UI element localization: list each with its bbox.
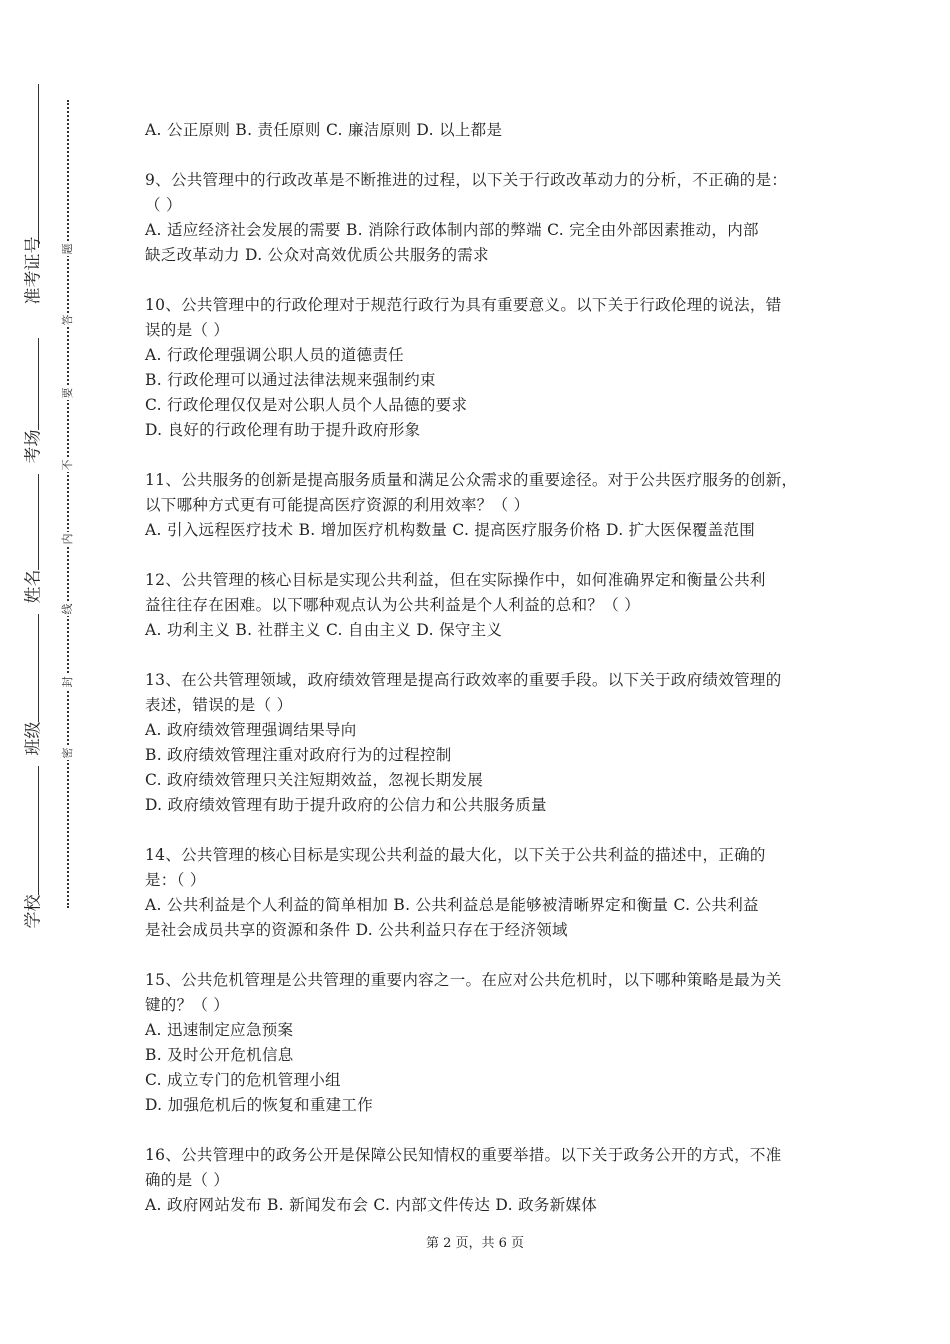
question-stem: 10、公共管理中的行政伦理对于规范行政行为具有重要意义。以下关于行政伦理的说法，错 [145,296,782,314]
question-stem: 确的是（ ） [145,1171,230,1189]
question-14 [145,843,813,943]
seal-char: 密 [61,747,74,759]
question-stem: 9、公共管理中的行政改革是不断推进的过程，以下关于行政改革动力的分析，不正确的是： [145,171,788,189]
question-11 [145,468,813,543]
option-line: A. 引入远程医疗技术 B. 增加医疗机构数量 C. 提高医疗服务价格 D. 扩大医保覆盖范围 [145,521,756,539]
option-a: A. 行政伦理强调公职人员的道德责任 [145,346,404,364]
option-b: B. 政府绩效管理注重对政府行为的过程控制 [145,746,452,764]
seal-char: 不 [61,459,74,471]
question-stem: 14、公共管理的核心目标是实现公共利益的最大化，以下关于公共利益的描述中，正确的 [145,846,766,864]
question-15 [145,968,813,1118]
question-stem: 误的是（ ） [145,321,230,339]
option-c: C. 政府绩效管理只关注短期效益，忽视长期发展 [145,771,484,789]
option-b: B. 行政伦理可以通过法律法规来强制约束 [145,371,436,389]
question-stem: 表述，错误的是（ ） [145,696,293,714]
option-line: A. 公共利益是个人利益的简单相加 B. 公共利益总是能够被清晰界定和衡量 C. 公共利益 [145,896,759,914]
question-stem: （ ） [145,196,182,214]
question-stem: 是：（ ） [145,871,206,889]
question-stem: 12、公共管理的核心目标是实现公共利益，但在实际操作中，如何准确界定和衡量公共利 [145,571,766,589]
question-stem: 15、公共危机管理是公共管理的重要内容之一。在应对公共危机时，以下哪种策略是最为关 [145,971,782,989]
question-stem: 以下哪种方式更有可能提高医疗资源的利用效率？（ ） [145,496,530,514]
option-line: 缺乏改革动力 D. 公众对高效优质公共服务的需求 [145,246,489,264]
page-number: 第 2 页，共 6 页 [425,1236,525,1251]
exam-number-label: 准考证号 [22,248,46,338]
question-12 [145,568,813,643]
class-label: 班级 [22,722,46,766]
seal-char: 要 [61,387,74,399]
option-c: C. 行政伦理仅仅是对公职人员个人品德的要求 [145,396,468,414]
question-stem: 11、公共服务的创新是提高服务质量和满足公众需求的重要途径。对于公共医疗服务的创新， [145,471,798,489]
school-label: 学校 [22,895,46,939]
option-d: D. 良好的行政伦理有助于提升政府形象 [145,421,421,439]
seal-dotted-line [67,100,69,908]
question-stem: 16、公共管理中的政务公开是保障公民知情权的重要举措。以下关于政务公开的方式，不准 [145,1146,782,1164]
question-10 [145,293,813,443]
exam-room-label: 考场 [22,430,46,474]
question-list [145,118,813,1243]
question-16 [145,1143,813,1218]
option-d: D. 加强危机后的恢复和重建工作 [145,1096,374,1114]
option-line: A. 公正原则 B. 责任原则 C. 廉洁原则 D. 以上都是 [145,121,503,139]
seal-char: 线 [61,603,74,615]
seal-char: 答 [61,314,74,326]
option-line: A. 适应经济社会发展的需要 B. 消除行政体制内部的弊端 C. 完全由外部因素推动，内部 [145,221,759,239]
option-line: 是社会成员共享的资源和条件 D. 公共利益只存在于经济领域 [145,921,568,939]
name-label: 姓名 [22,570,46,614]
option-a: A. 迅速制定应急预案 [145,1021,294,1039]
option-a: A. 政府绩效管理强调结果导向 [145,721,357,739]
question-stem: 13、在公共管理领域，政府绩效管理是提高行政效率的重要手段。以下关于政府绩效管理的 [145,671,782,689]
question-stem: 键的？（ ） [145,996,230,1014]
question-9 [145,168,813,268]
seal-char: 题 [61,243,74,255]
seal-char: 内 [61,533,74,545]
binding-solid-line [38,84,39,922]
seal-char: 封 [61,676,74,688]
option-d: D. 政府绩效管理有助于提升政府的公信力和公共服务质量 [145,796,547,814]
option-b: B. 及时公开危机信息 [145,1046,294,1064]
option-line: A. 功利主义 B. 社群主义 C. 自由主义 D. 保守主义 [145,621,503,639]
option-line: A. 政府网站发布 B. 新闻发布会 C. 内部文件传达 D. 政务新媒体 [145,1196,598,1214]
question-13 [145,668,813,818]
option-c: C. 成立专门的危机管理小组 [145,1071,341,1089]
question-stem: 益往往存在困难。以下哪种观点认为公共利益是个人利益的总和？（ ） [145,596,641,614]
question-8-options [145,118,813,143]
